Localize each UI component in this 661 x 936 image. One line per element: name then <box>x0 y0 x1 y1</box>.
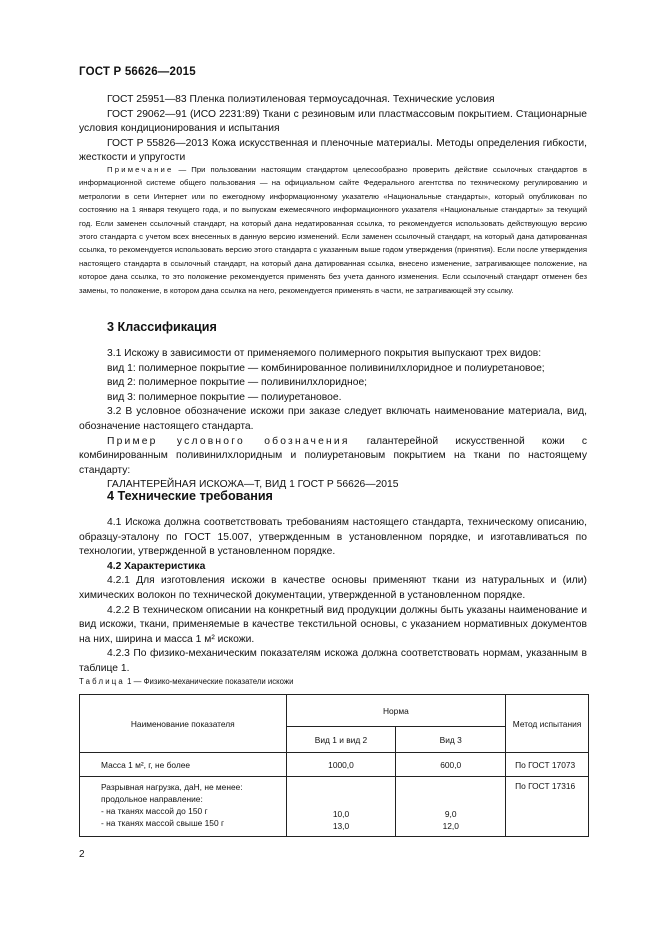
col-header-name: Наименование показателя <box>80 695 287 753</box>
col-header-v12: Вид 1 и вид 2 <box>286 727 396 753</box>
page-number: 2 <box>79 849 85 860</box>
type-item: вид 1: полимерное покрытие — комбинированное поливинилхлоридное и полиуретановое; <box>107 362 545 374</box>
section-3-title: 3 Классификация <box>107 320 217 334</box>
row1-method: По ГОСТ 17073 <box>506 753 589 777</box>
note-label: Примечание <box>107 165 174 174</box>
row2-name <box>80 777 287 837</box>
note-text: — При пользовании настоящим стандартом целесообразно проверить действие ссылочных стандартов в информационной системе общего пользования — на официальном сайте Федерального агентства по техническому регулированию и метрологии в сети Интернет или по ежегодному информационному указателю «Национальные стандарты», который опубликован по состоянию на 1 января текущего года, и по выпускам ежемесячного информационного указателя «Национальные стандарты» за текущий год. Если заменен ссылочный стандарт, на который дана недатированная ссылка, то рекомендуется использовать действующую версию этого стандарта с учетом всех внесенных в данную версию изменений. Если заменен ссылочный стандарт, на который дана датированная ссылка, то рекомендуется использовать версию этого стандарта с указанным выше годом утверждения (принятия). Если после утверждения настоящего стандарта в ссылочный стандарт, на который дана датированная ссылка, внесено изменение, затрагивающее положение, на которое дана ссылка, то это положение рекомендуется применять без учета данного изменения. Если ссылочный стандарт отменен без замены, то положение, в котором дана ссылка на него, рекомендуется применять в части, не затрагивающей эту ссылку. <box>79 165 587 295</box>
row2-name-line: - на тканях массой до 150 г <box>101 806 208 816</box>
reference-item: ГОСТ Р 55826—2013 Кожа искусственная и пленочные материалы. Методы определения гибкости, жесткости и упругости <box>79 137 587 164</box>
paragraph-4-1: 4.1 Искожа должна соответствовать требованиям настоящего стандарта, техническому описанию, образцу-эталону по ГОСТ 15.007, утвержденным в установленном порядке, и изготавливаться по технологии, утвержденной в установленном порядке. <box>79 517 587 558</box>
row2-v3-a: 9,0 <box>444 809 457 819</box>
table-1 <box>79 694 589 837</box>
section-4-body <box>79 516 587 677</box>
designation-example: ГАЛАНТЕРЕЙНАЯ ИСКОЖА—Т, ВИД 1 ГОСТ Р 56626—2015 <box>107 479 399 491</box>
row2-v12 <box>286 777 396 837</box>
section-3-body <box>79 347 587 493</box>
col-header-method: Метод испытания <box>506 695 589 753</box>
paragraph-4-2-heading: 4.2 Характеристика <box>107 560 206 572</box>
section-4-title: 4 Технические требования <box>107 489 273 503</box>
table-caption-text: 1 — Физико-механические показатели искожи <box>124 677 294 686</box>
row2-name-line: - на тканях массой свыше 150 г <box>101 818 225 828</box>
table-row <box>80 753 589 777</box>
row2-name-line: продольное направление: <box>101 794 203 804</box>
note-paragraph <box>79 163 587 297</box>
row2-method: По ГОСТ 17316 <box>506 777 589 837</box>
row2-v3 <box>396 777 506 837</box>
type-item: вид 3: полимерное покрытие — полиуретановое. <box>107 391 342 403</box>
reference-item: ГОСТ 29062—91 (ИСО 2231:89) Ткани с резиновым или пластмассовым покрытием. Стационарные условия кондиционирования и испытания <box>79 108 587 135</box>
row1-v12: 1000,0 <box>286 753 396 777</box>
document-header: ГОСТ Р 56626—2015 <box>79 66 196 78</box>
row2-name-line: Разрывная нагрузка, даН, не менее: <box>101 782 243 792</box>
example-text: галантерейной искусственной кожи с комбинированным поливинилхлоридным и полиуретановым покрытием на ткани по настоящему стандарту: <box>79 435 587 476</box>
row2-v12-a: 10,0 <box>332 809 350 819</box>
table-row <box>80 777 589 837</box>
table-caption-label: Таблица <box>79 677 125 686</box>
type-item: вид 2: полимерное покрытие — поливинилхлоридное; <box>107 377 368 389</box>
row2-v3-b: 12,0 <box>442 821 459 831</box>
row2-v12-b: 13,0 <box>332 821 350 831</box>
paragraph-3-1: 3.1 Искожу в зависимости от применяемого полимерного покрытия выпускают трех видов: <box>107 348 542 359</box>
col-header-v3: Вид 3 <box>396 727 506 753</box>
paragraph-4-2-2: 4.2.2 В техническом описании на конкретный вид продукции должны быть указаны наименование и вид искожи, ткани, применяемые в качестве текстильной основы, с указанием нормативных документов на них, ширина и масса 1 м² искожи. <box>79 604 587 645</box>
col-header-norm: Норма <box>286 695 505 727</box>
paragraph-4-2-1: 4.2.1 Для изготовления искожи в качестве основы применяют ткани из натуральных и (или) химических волокон по технической документации, утвержденной в установленном порядке. <box>79 575 587 601</box>
paragraph-3-2: 3.2 В условное обозначение искожи при заказе следует включать наименование материала, вид, обозначение настоящего стандарта. <box>79 406 587 432</box>
row1-name: Масса 1 м², г, не более <box>80 753 287 777</box>
row1-v3: 600,0 <box>396 753 506 777</box>
example-label: Пример условного обозначения <box>107 435 350 447</box>
table-caption <box>79 677 294 686</box>
paragraph-4-2-3: 4.2.3 По физико-механическим показателям искожа должна соответствовать нормам, указанным в таблице 1. <box>79 648 587 674</box>
normative-references <box>79 93 587 166</box>
reference-item: ГОСТ 25951—83 Пленка полиэтиленовая термоусадочная. Технические условия <box>107 94 495 105</box>
